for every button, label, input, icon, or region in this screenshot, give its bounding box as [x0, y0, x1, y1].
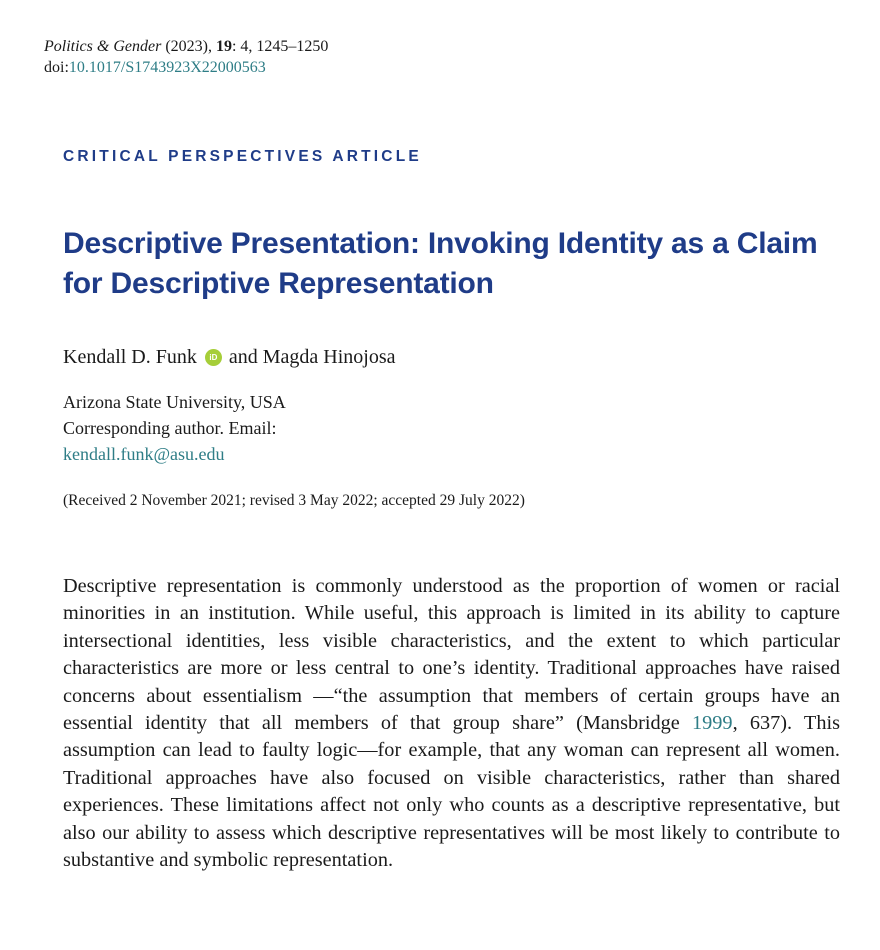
reference-link-1999[interactable]: 1999: [692, 712, 733, 735]
doi-link[interactable]: 10.1017/S1743923X22000563: [68, 59, 266, 76]
affiliation-block: [63, 389, 286, 467]
author-first: Kendall D. Funk: [63, 346, 197, 368]
citation-issue-pages: : 4, 1245–1250: [231, 38, 329, 55]
doi-line: [44, 57, 328, 78]
doi-label: doi:: [44, 59, 69, 76]
citation-year: (2023),: [165, 38, 212, 55]
article-type-label: CRITICAL PERSPECTIVES ARTICLE: [63, 148, 422, 165]
abstract-paragraph: [63, 573, 840, 874]
orcid-icon[interactable]: iD: [205, 349, 222, 366]
corresponding-author-line: [63, 415, 286, 467]
author-connector: and Magda Hinojosa: [228, 346, 396, 368]
journal-name: Politics & Gender: [44, 38, 162, 55]
abstract-text-2: , 637). This assumption can lead to faulty logic—for example, that any woman can represent all women. Traditional approaches have also focused on visible characteristics, rather than shared experiences. These limitations affect not only who counts as a descriptive representative, but also our ability to assess which descriptive representatives will be most likely to contribute to substantive and symbolic representation.: [63, 712, 840, 872]
author-email-link[interactable]: kendall.funk@asu.edu: [63, 444, 225, 464]
author-list: [63, 344, 396, 370]
abstract-text-1: Descriptive representation is commonly understood as the proportion of women or racial minorities in an institution. While useful, this approach is limited in its ability to capture intersectional identities, less visible characteristics, and the extent to which particular characteristics are more or less central to one’s identity. Traditional approaches have raised concerns about essentialism —“the assumption that members of certain groups have an essential identity that all members of that group share” (Mansbridge: [63, 575, 840, 735]
affiliation-institution: Arizona State University, USA: [63, 392, 286, 412]
article-title: Descriptive Presentation: Invoking Identity as a Claim for Descriptive Representation: [63, 227, 818, 300]
journal-citation: [44, 36, 328, 78]
citation-volume: 19: [215, 38, 232, 55]
received-dates: (Received 2 November 2021; revised 3 May 2022; accepted 29 July 2022): [63, 492, 525, 509]
corresponding-label: Corresponding author. Email:: [63, 418, 277, 438]
